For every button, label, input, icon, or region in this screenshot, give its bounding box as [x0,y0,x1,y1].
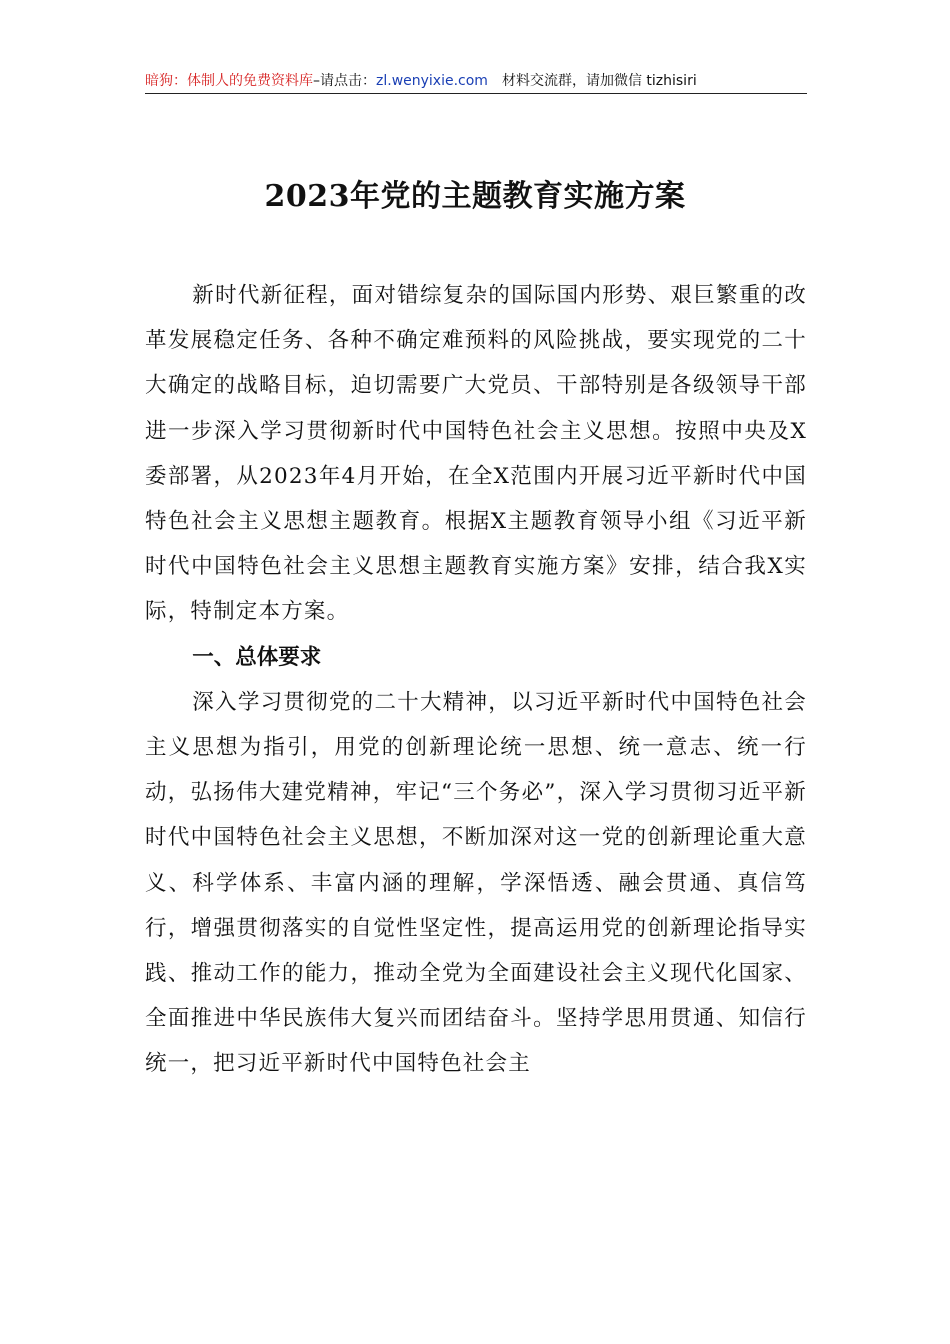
header-brand: 暗狗：体制人的免费资料库 [145,73,313,89]
header-website-link[interactable]: zl.wenyixie.com [376,73,488,89]
page-header [145,70,807,92]
header-link-prefix: –请点击： [313,73,376,89]
intro-paragraph: 新时代新征程，面对错综复杂的国际国内形势、艰巨繁重的改革发展稳定任务、各种不确定难预料的风险挑战，要实现党的二十大确定的战略目标，迫切需要广大党员、干部特别是各级领导干部进一步深入学习贯彻新时代中国特色社会主义思想。按照中央及X委部署，从2023年4月开始，在全X范围内开展习近平新时代中国特色社会主义思想主题教育。根据X主题教育领导小组《习近平新时代中国特色社会主义思想主题教育实施方案》安排，结合我X实际，特制定本方案。 [145,283,807,625]
header-contact-note: 材料交流群，请加微信 tizhisiri [501,73,697,89]
document-title: 2023年党的主题教育实施方案 [264,179,686,214]
header-divider [145,93,807,94]
section-paragraph: 深入学习贯彻党的二十大精神，以习近平新时代中国特色社会主义思想为指引，用党的创新理论统一思想、统一意志、统一行动，弘扬伟大建党精神，牢记“三个务必”，深入学习贯彻习近平新时代中国特色社会主义思想，不断加深对这一党的创新理论重大意义、科学体系、丰富内涵的理解，学深悟透、融会贯通、真信笃行，增强贯彻落实的自觉性坚定性，提高运用党的创新理论指导实践、推动工作的能力，推动全党为全面建设社会主义现代化国家、全面推进中华民族伟大复兴而团结奋斗。坚持学思用贯通、知信行统一，把习近平新时代中国特色社会主 [145,689,807,1077]
section-heading: 一、总体要求 [192,644,322,670]
document-body [145,273,807,1087]
